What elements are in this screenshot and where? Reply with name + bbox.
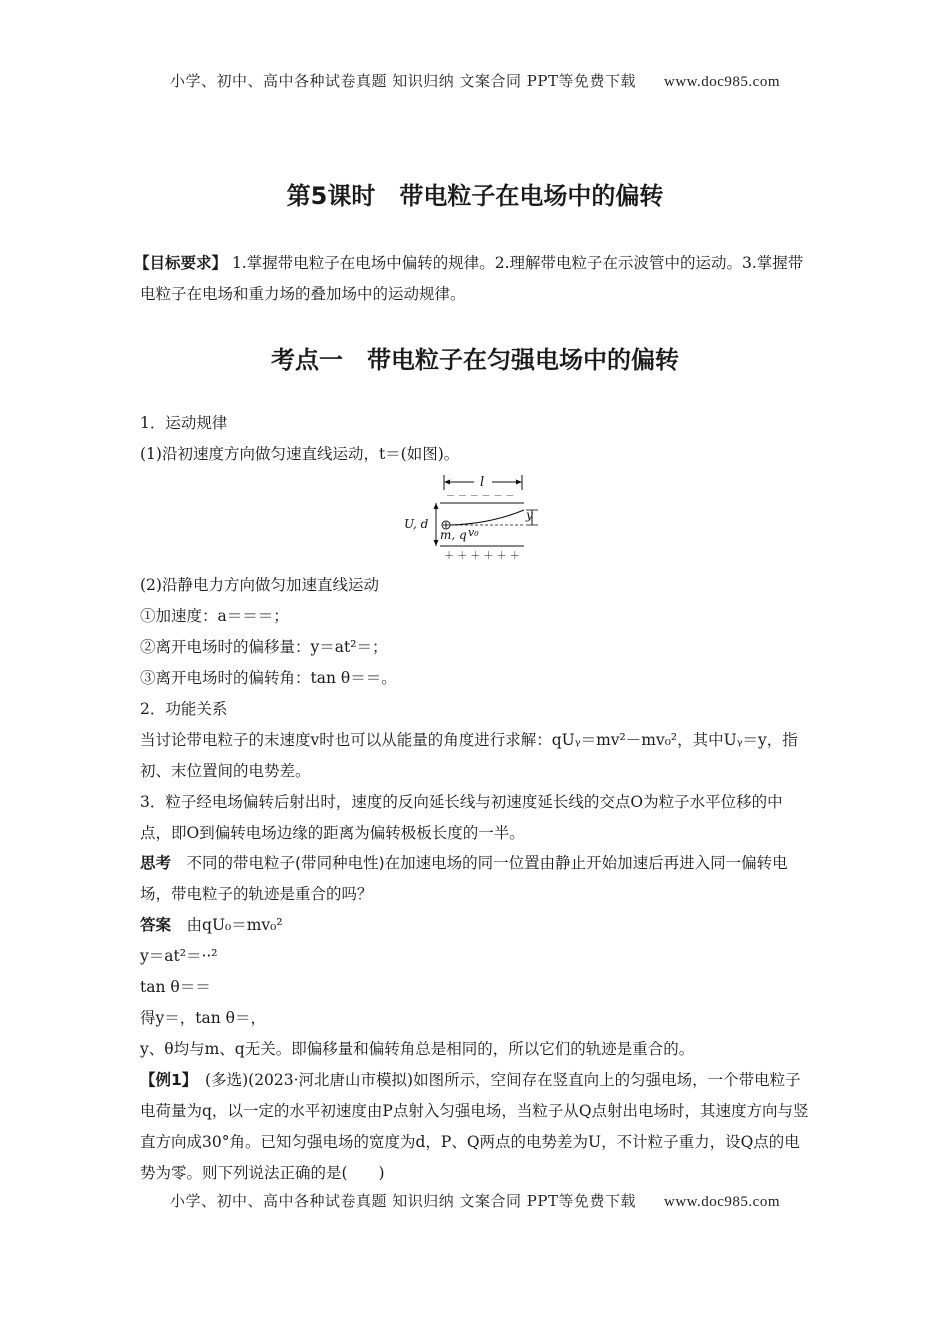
paragraph: tan θ＝＝: [140, 978, 211, 996]
footer-text: 小学、初中、高中各种试卷真题 知识归纳 文案合同 PPT等免费下载: [169, 1192, 636, 1210]
think-label: 思考: [140, 854, 172, 872]
deflection-diagram: [400, 472, 560, 564]
paragraph: y＝at²＝··²: [140, 947, 218, 965]
section-title: 考点一 带电粒子在匀强电场中的偏转: [271, 346, 679, 374]
answer-text: 由qU₀＝mv₀²: [171, 916, 283, 934]
label-Ud: U, d: [404, 517, 429, 531]
paragraph: (1)沿初速度方向做匀速直线运动，t＝(如图)。: [140, 445, 460, 463]
plate-plus: ＋ ＋ ＋ ＋ ＋ ＋: [444, 551, 520, 562]
paragraph: ③离开电场时的偏转角：tan θ＝＝。: [140, 669, 397, 687]
example-text: (多选)(2023·河北唐山市模拟)如图所示，空间存在竖直向上的匀强电场，一个带电粒子电荷量为q，以一定的水平初速度由P点射入匀强电场，当粒子从Q点射出电场时，其速度方向与竖直方向成30°角。已知匀强电场的宽度为d，P、Q两点的电势差为U，不计粒子重力，设Q点的电势为零。则下列说法正确的是( ): [140, 1071, 809, 1182]
header-url[interactable]: www.doc985.com: [663, 74, 780, 90]
paragraph: 3．粒子经电场偏转后射出时，速度的反向延长线与初速度延长线的交点O为粒子水平位移的中点，即O到偏转电场边缘的距离为偏转极板长度的一半。: [140, 793, 783, 842]
paragraph: 1．运动规律: [140, 414, 228, 432]
label-mq: m, q: [440, 528, 467, 542]
objective-block: [134, 248, 812, 310]
think-text: 不同的带电粒子(带同种电性)在加速电场的同一位置由静止开始加速后再进入同一偏转电场，带电粒子的轨迹是重合的吗？: [140, 854, 788, 903]
content-block-1: [140, 408, 812, 470]
footer-url[interactable]: www.doc985.com: [663, 1194, 780, 1210]
label-l: l: [480, 475, 485, 490]
paragraph: ①加速度：a＝＝＝；: [140, 607, 289, 625]
example-label: 【例1】: [140, 1071, 190, 1089]
content-block-2: [140, 570, 812, 849]
page-footer: [0, 1190, 950, 1211]
example-paragraph: [140, 1065, 812, 1189]
plate-minus: － － － － － －: [446, 492, 515, 502]
objective-text: 1.掌握带电粒子在电场中偏转的规律。2.理解带电粒子在示波管中的运动。3.掌握带电粒子在电场和重力场的叠加场中的运动规律。: [140, 254, 804, 303]
paragraph: 2．功能关系: [140, 700, 228, 718]
label-y: y: [526, 508, 533, 522]
paragraph: 得y＝，tan θ＝，: [140, 1009, 266, 1027]
header-text: 小学、初中、高中各种试卷真题 知识归纳 文案合同 PPT等免费下载: [169, 72, 636, 90]
think-paragraph: [140, 848, 812, 910]
answer-label: 答案: [140, 916, 172, 934]
paragraph: 当讨论带电粒子的末速度v时也可以从能量的角度进行求解：qUᵧ＝mv²－mv₀²，其中Uᵧ＝y，指初、末位置间的电势差。: [140, 731, 798, 780]
label-v0: v₀: [468, 526, 479, 539]
lesson-title: 第5课时 带电粒子在电场中的偏转: [286, 182, 664, 210]
content-block-3: [140, 848, 812, 1189]
answer-paragraph: [140, 910, 812, 941]
paragraph: (2)沿静电力方向做匀加速直线运动: [140, 576, 379, 594]
objective-label: 【目标要求】: [134, 254, 228, 272]
paragraph: y、θ均与m、q无关。即偏移量和偏转角总是相同的，所以它们的轨迹是重合的。: [140, 1040, 695, 1058]
page-header: [0, 70, 950, 91]
paragraph: ②离开电场时的偏移量：y＝at²＝；: [140, 638, 388, 656]
